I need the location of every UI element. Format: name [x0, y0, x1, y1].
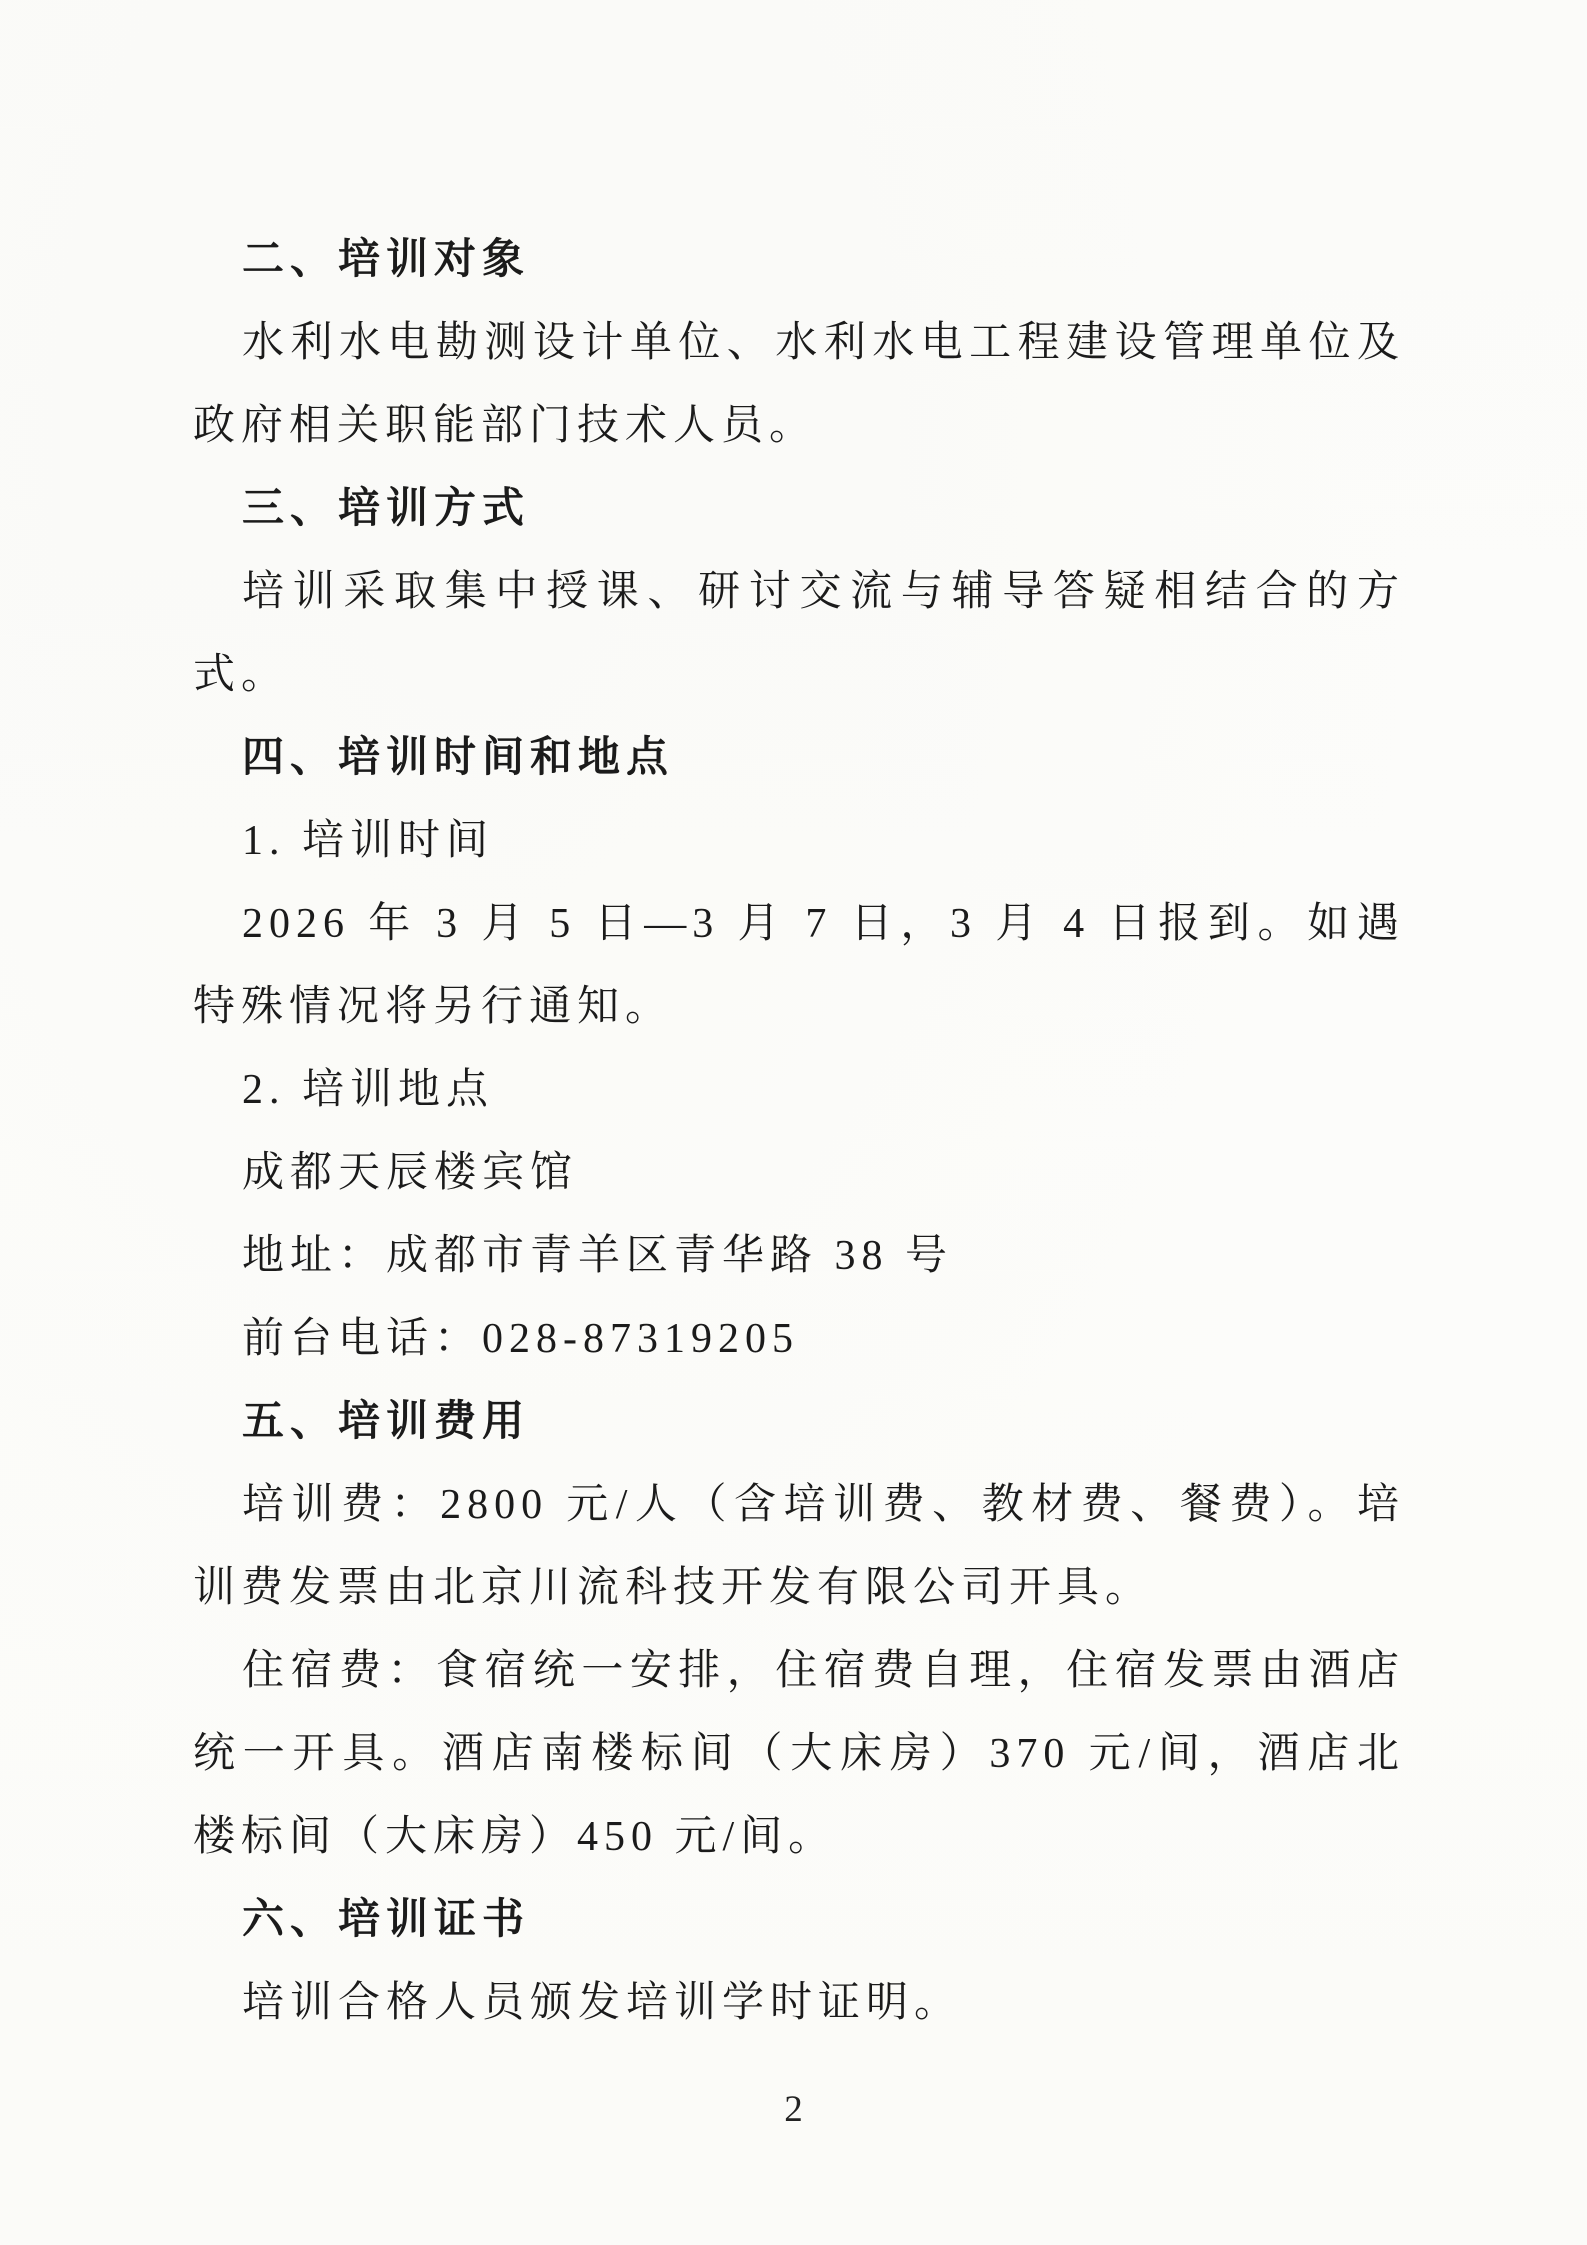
subitem-training-location-label: 2. 培训地点 — [242, 1067, 495, 1113]
paragraph-training-method: 培训采取集中授课、研讨交流与辅导答疑相结合的方式。 — [193, 569, 1405, 698]
text-hotel-address: 地址：成都市青羊区青华路 38 号 — [242, 1233, 954, 1279]
document-body — [193, 219, 1405, 2045]
section-heading-time-and-location: 四、培训时间和地点 — [242, 735, 675, 781]
section-heading-certificate: 六、培训证书 — [242, 1897, 531, 1943]
paragraph-training-time: 2026 年 3 月 5 日—3 月 7 日，3 月 4 日报到。如遇特殊情况将另行通知。 — [193, 901, 1405, 1030]
paragraph-certificate: 培训合格人员颁发培训学时证明。 — [242, 1980, 963, 2026]
paragraph-training-target: 水利水电勘测设计单位、水利水电工程建设管理单位及政府相关职能部门技术人员。 — [193, 320, 1405, 449]
text-hotel-name: 成都天辰楼宾馆 — [242, 1150, 579, 1196]
page-number: 2 — [784, 2089, 803, 2130]
section-heading-training-target: 二、培训对象 — [242, 237, 531, 283]
paragraph-accommodation-fee: 住宿费：食宿统一安排，住宿费自理，住宿发票由酒店统一开具。酒店南楼标间（大床房）370 元/间，酒店北楼标间（大床房）450 元/间。 — [193, 1648, 1405, 1860]
paragraph-training-fee: 培训费：2800 元/人（含培训费、教材费、餐费）。培训费发票由北京川流科技开发有限公司开具。 — [193, 1482, 1405, 1611]
subitem-training-time-label: 1. 培训时间 — [242, 818, 495, 864]
page-footer — [0, 2088, 1587, 2132]
text-front-desk-phone: 前台电话：028-87319205 — [242, 1316, 799, 1362]
section-heading-training-method: 三、培训方式 — [242, 486, 531, 532]
section-heading-training-fee: 五、培训费用 — [242, 1399, 531, 1445]
